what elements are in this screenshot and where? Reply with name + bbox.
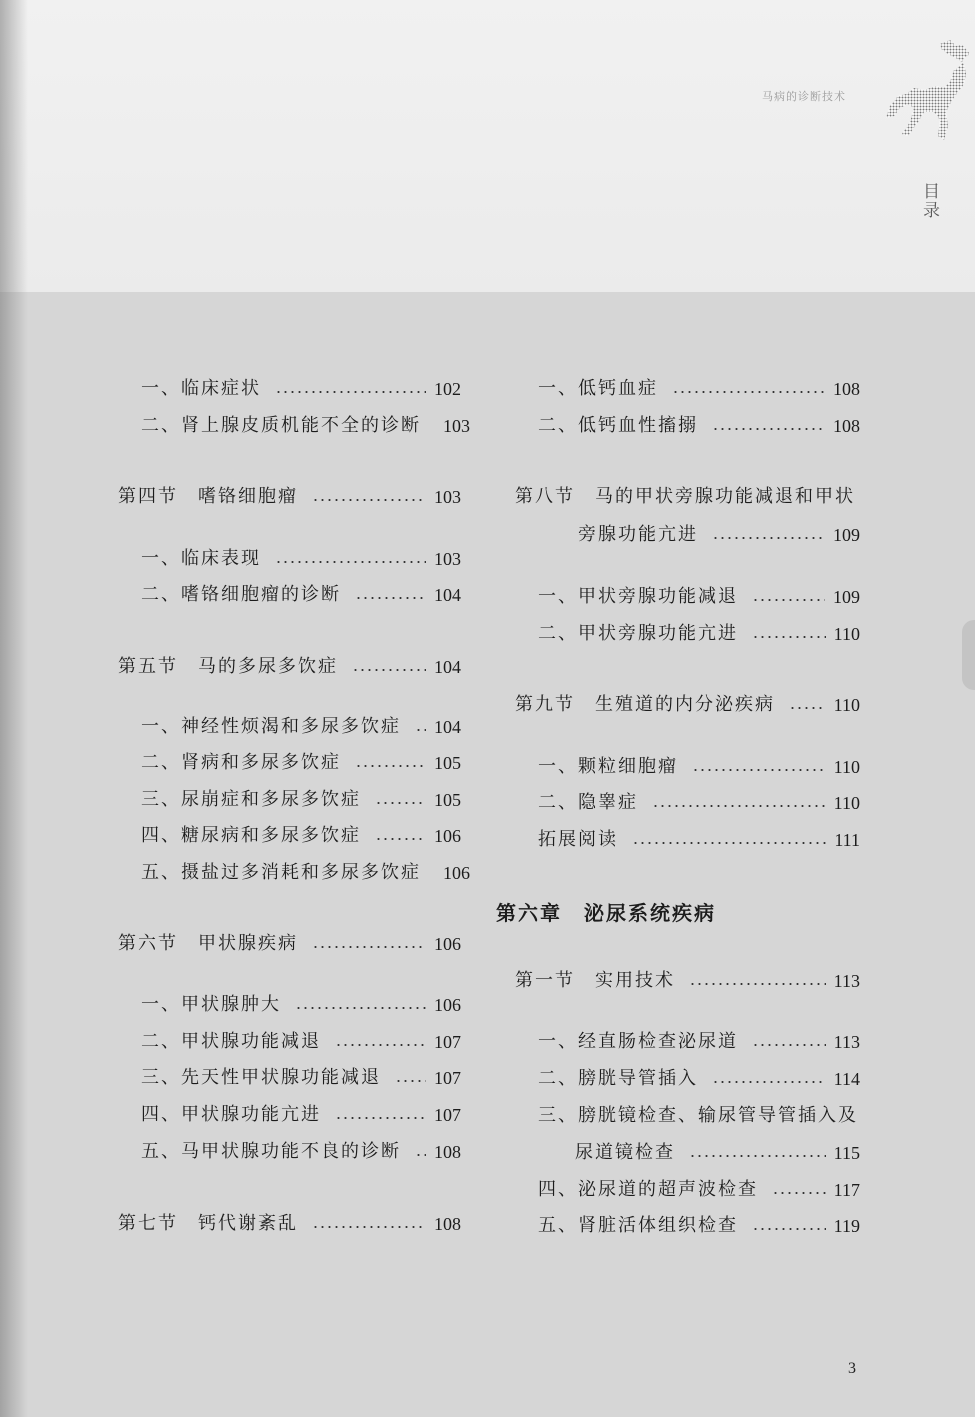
toc-entry-title: 拓展阅读 bbox=[538, 829, 618, 850]
toc-entry-title: 五、马甲状腺功能不良的诊断 bbox=[141, 1141, 401, 1162]
toc-section-title: 第四节 嗜铬细胞瘤 bbox=[118, 486, 298, 507]
leader-dots bbox=[275, 391, 426, 393]
toc-entry[interactable] bbox=[538, 1101, 860, 1131]
page-number: 3 bbox=[848, 1360, 856, 1377]
toc-section-title: 旁腺功能亢进 bbox=[578, 524, 698, 545]
toc-section-continuation[interactable] bbox=[578, 520, 860, 550]
leader-dots bbox=[672, 391, 825, 393]
toc-entry-title: 二、膀胱导管插入 bbox=[538, 1068, 698, 1089]
toc-entry-title: 一、颗粒细胞瘤 bbox=[538, 756, 678, 777]
toc-entry[interactable] bbox=[538, 825, 860, 855]
toc-entry[interactable] bbox=[141, 1027, 461, 1057]
leader-dots bbox=[652, 805, 826, 807]
toc-entry-title: 一、低钙血症 bbox=[538, 378, 658, 399]
toc-entry-page: 109 bbox=[833, 587, 860, 607]
toc-entry[interactable] bbox=[141, 821, 461, 851]
leader-dots bbox=[312, 499, 426, 501]
toc-entry-page: 103 bbox=[434, 487, 461, 507]
toc-section-title: 第九节 生殖道的内分泌疾病 bbox=[515, 694, 775, 715]
running-title: 马病的诊断技术 bbox=[762, 90, 846, 103]
toc-entry-title: 一、临床症状 bbox=[141, 378, 261, 399]
toc-entry[interactable] bbox=[141, 374, 461, 404]
toc-entry-title: 一、经直肠检查泌尿道 bbox=[538, 1031, 738, 1052]
toc-section[interactable] bbox=[515, 482, 860, 512]
toc-entry-page: 104 bbox=[434, 717, 461, 737]
toc-entry-title: 一、甲状旁腺功能减退 bbox=[538, 586, 738, 607]
leader-dots bbox=[789, 707, 826, 709]
toc-entry-title: 五、摄盐过多消耗和多尿多饮症 bbox=[141, 862, 421, 883]
toc-entry-title: 尿道镜检查 bbox=[575, 1142, 675, 1163]
toc-entry-page: 119 bbox=[833, 1216, 860, 1236]
toc-section[interactable] bbox=[118, 652, 461, 682]
toc-entry-page: 102 bbox=[434, 379, 461, 399]
toc-section-title: 第八节 马的甲状旁腺功能减退和甲状 bbox=[515, 486, 855, 507]
leader-dots bbox=[275, 561, 426, 563]
toc-entry-title: 五、肾脏活体组织检查 bbox=[538, 1215, 738, 1236]
toc-entry-page: 103 bbox=[434, 549, 461, 569]
leader-dots bbox=[395, 1080, 426, 1082]
leader-dots bbox=[752, 1044, 826, 1046]
toc-entry-title: 三、尿崩症和多尿多饮症 bbox=[141, 789, 361, 810]
toc-entry-page: 114 bbox=[833, 1069, 860, 1089]
leader-dots bbox=[375, 838, 426, 840]
leader-dots bbox=[692, 769, 826, 771]
toc-entry-page: 106 bbox=[443, 863, 470, 883]
toc-entry-page: 110 bbox=[833, 793, 860, 813]
leader-dots bbox=[415, 1154, 426, 1156]
toc-entry-title: 二、低钙血性搐搦 bbox=[538, 415, 698, 436]
toc-entry-page: 110 bbox=[833, 624, 860, 644]
toc-entry-page: 103 bbox=[443, 416, 470, 436]
leader-dots bbox=[415, 729, 426, 731]
toc-entry[interactable] bbox=[538, 1064, 860, 1094]
toc-entry-title: 二、甲状腺功能减退 bbox=[141, 1031, 321, 1052]
leader-dots bbox=[689, 1155, 826, 1157]
horse-logo-icon bbox=[880, 36, 975, 154]
page-top-band bbox=[0, 0, 975, 292]
toc-entry-title: 一、甲状腺肿大 bbox=[141, 994, 281, 1015]
toc-entry[interactable] bbox=[538, 788, 860, 818]
toc-entry[interactable] bbox=[141, 858, 470, 888]
leader-dots bbox=[632, 842, 826, 844]
toc-entry[interactable] bbox=[141, 990, 461, 1020]
toc-entry-page: 107 bbox=[434, 1068, 461, 1088]
toc-section-title: 第一节 实用技术 bbox=[515, 970, 675, 991]
toc-entry[interactable] bbox=[141, 580, 461, 610]
toc-entry-page: 110 bbox=[833, 757, 860, 777]
toc-entry[interactable] bbox=[538, 374, 860, 404]
toc-entry-title: 二、嗜铬细胞瘤的诊断 bbox=[141, 584, 341, 605]
toc-entry[interactable] bbox=[141, 411, 470, 441]
leader-dots bbox=[312, 1226, 426, 1228]
toc-entry-page: 104 bbox=[434, 585, 461, 605]
leader-dots bbox=[355, 765, 426, 767]
toc-entry-title: 二、肾上腺皮质机能不全的诊断 bbox=[141, 415, 421, 436]
toc-entry-page: 115 bbox=[833, 1143, 860, 1163]
leader-dots bbox=[352, 669, 426, 671]
leader-dots bbox=[712, 428, 825, 430]
toc-entry[interactable] bbox=[141, 712, 461, 742]
toc-section-title: 第六节 甲状腺疾病 bbox=[118, 933, 298, 954]
leader-dots bbox=[752, 599, 825, 601]
toc-entry-continuation[interactable] bbox=[575, 1138, 860, 1168]
leader-dots bbox=[312, 946, 426, 948]
toc-entry-page: 117 bbox=[833, 1180, 860, 1200]
leader-dots bbox=[752, 636, 826, 638]
toc-entry-page: 113 bbox=[833, 1032, 860, 1052]
toc-entry[interactable] bbox=[538, 1027, 860, 1057]
toc-entry[interactable] bbox=[538, 1175, 860, 1205]
toc-entry-title: 三、先天性甲状腺功能减退 bbox=[141, 1067, 381, 1088]
toc-entry-page: 106 bbox=[434, 995, 461, 1015]
leader-dots bbox=[772, 1192, 826, 1194]
toc-entry-title: 四、糖尿病和多尿多饮症 bbox=[141, 825, 361, 846]
toc-entry[interactable] bbox=[141, 748, 461, 778]
toc-entry-page: 110 bbox=[833, 695, 860, 715]
leader-dots bbox=[752, 1228, 826, 1230]
page-edge-tab bbox=[962, 620, 975, 690]
toc-entry-title: 一、临床表现 bbox=[141, 548, 261, 569]
toc-entry-page: 108 bbox=[833, 379, 860, 399]
toc-entry-page: 104 bbox=[434, 657, 461, 677]
toc-entry-page: 113 bbox=[833, 971, 860, 991]
toc-entry[interactable] bbox=[538, 619, 860, 649]
toc-entry-page: 106 bbox=[434, 826, 461, 846]
toc-entry-page: 109 bbox=[833, 525, 860, 545]
toc-entry[interactable] bbox=[538, 752, 860, 782]
section-label: 目录 bbox=[919, 182, 939, 220]
toc-entry[interactable] bbox=[141, 1063, 461, 1093]
toc-entry-page: 105 bbox=[434, 790, 461, 810]
toc-entry-page: 105 bbox=[434, 753, 461, 773]
leader-dots bbox=[335, 1117, 426, 1119]
chapter-heading[interactable]: 第六章 泌尿系统疾病 bbox=[496, 901, 716, 925]
toc-entry[interactable] bbox=[538, 411, 860, 441]
toc-section[interactable] bbox=[118, 482, 461, 512]
leader-dots bbox=[355, 597, 426, 599]
leader-dots bbox=[712, 1081, 826, 1083]
toc-entry-title: 四、泌尿道的超声波检查 bbox=[538, 1179, 758, 1200]
toc-entry-page: 108 bbox=[833, 416, 860, 436]
toc-entry-title: 二、甲状旁腺功能亢进 bbox=[538, 623, 738, 644]
toc-entry-title: 一、神经性烦渴和多尿多饮症 bbox=[141, 716, 401, 737]
toc-entry-page: 108 bbox=[434, 1214, 461, 1234]
toc-entry-page: 111 bbox=[834, 830, 860, 850]
toc-entry-title: 三、膀胱镜检查、输尿管导管插入及 bbox=[538, 1105, 858, 1126]
leader-dots bbox=[335, 1044, 426, 1046]
toc-section[interactable] bbox=[118, 929, 461, 959]
toc-entry-page: 107 bbox=[434, 1032, 461, 1052]
leader-dots bbox=[689, 983, 826, 985]
toc-section[interactable] bbox=[118, 1209, 461, 1239]
leader-dots bbox=[375, 802, 426, 804]
toc-section[interactable] bbox=[515, 690, 860, 720]
toc-entry-title: 二、隐睾症 bbox=[538, 792, 638, 813]
toc-entry[interactable] bbox=[141, 1100, 461, 1130]
toc-entry[interactable] bbox=[141, 544, 461, 574]
toc-entry-title: 四、甲状腺功能亢进 bbox=[141, 1104, 321, 1125]
toc-entry[interactable] bbox=[538, 582, 860, 612]
binding-shadow bbox=[0, 0, 28, 1417]
toc-section-title: 第五节 马的多尿多饮症 bbox=[118, 656, 338, 677]
toc-entry-page: 108 bbox=[434, 1142, 461, 1162]
toc-entry-title: 二、肾病和多尿多饮症 bbox=[141, 752, 341, 773]
toc-entry[interactable] bbox=[538, 1211, 860, 1241]
toc-section[interactable] bbox=[515, 966, 860, 996]
leader-dots bbox=[712, 537, 825, 539]
toc-entry-page: 107 bbox=[434, 1105, 461, 1125]
toc-entry-page: 106 bbox=[434, 934, 461, 954]
toc-entry[interactable] bbox=[141, 785, 461, 815]
leader-dots bbox=[295, 1007, 426, 1009]
toc-entry[interactable] bbox=[141, 1137, 461, 1167]
toc-section-title: 第七节 钙代谢紊乱 bbox=[118, 1213, 298, 1234]
